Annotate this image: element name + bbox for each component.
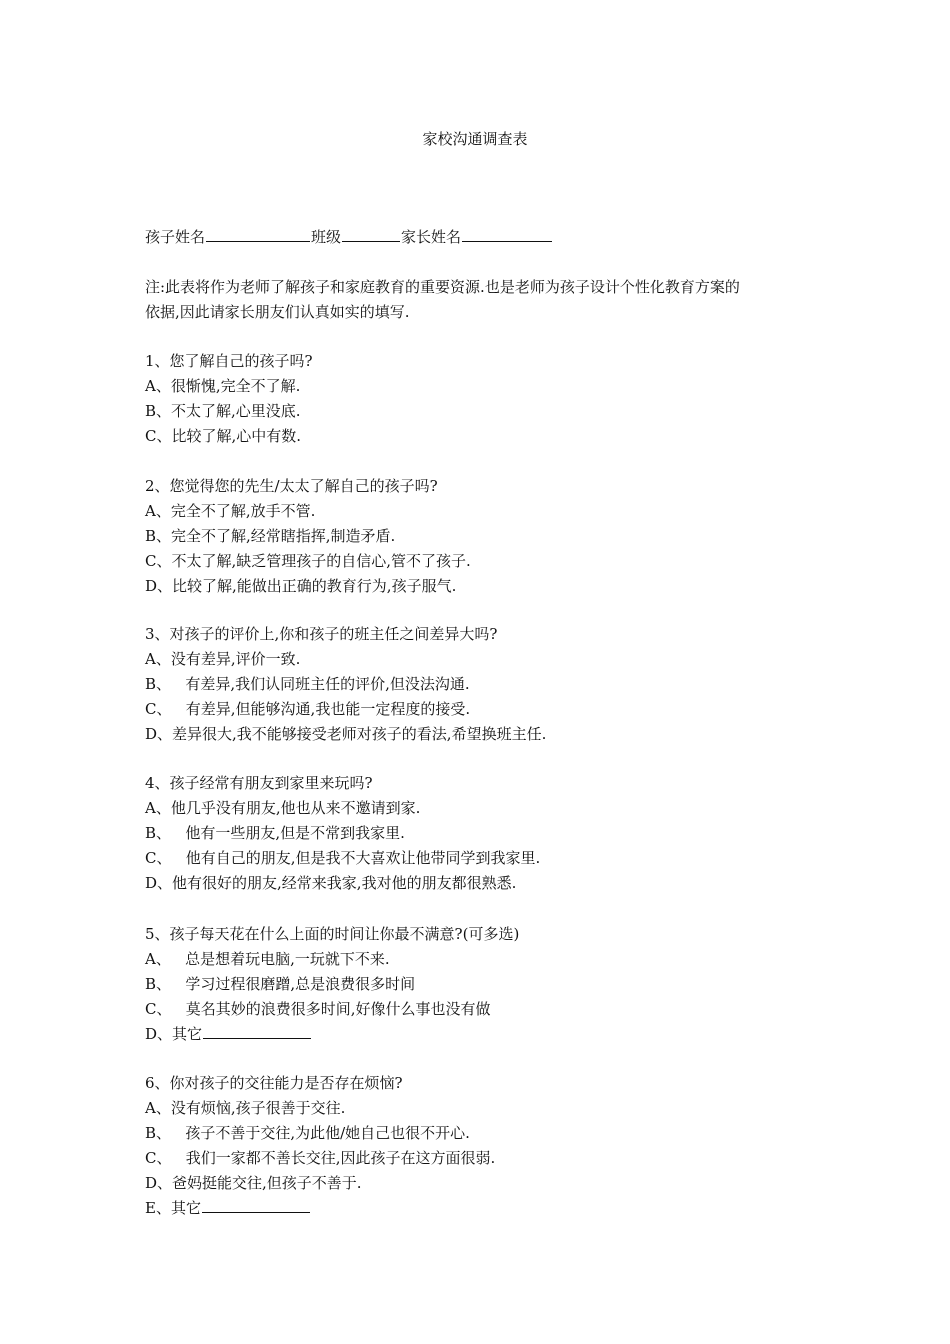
option-b[interactable]: B、不太了解,心里没底. — [145, 402, 301, 420]
option-c[interactable]: C、 我们一家都不善长交往,因此孩子在这方面很弱. — [145, 1149, 496, 1167]
note-section — [145, 275, 815, 325]
option-b[interactable]: B、 有差异,我们认同班主任的评价,但没法沟通. — [145, 675, 470, 693]
option-a[interactable]: A、很惭愧,完全不了解. — [145, 377, 301, 395]
question-6 — [145, 1071, 815, 1221]
option-c[interactable]: C、 有差异,但能够沟通,我也能一定程度的接受. — [145, 700, 471, 718]
question-3 — [145, 622, 815, 747]
option-d[interactable]: D、比较了解,能做出正确的教育行为,孩子服气. — [145, 577, 457, 595]
child-name-field[interactable] — [206, 225, 310, 242]
question-4 — [145, 771, 815, 896]
question-text: 3、对孩子的评价上,你和孩子的班主任之间差异大吗? — [145, 625, 498, 643]
option-d[interactable]: D、爸妈挺能交往,但孩子不善于. — [145, 1174, 362, 1192]
option-other-label: E、其它 — [145, 1199, 201, 1217]
option-c[interactable]: C、比较了解,心中有数. — [145, 427, 302, 445]
class-field[interactable] — [342, 225, 400, 242]
note-line-1: 注:此表将作为老师了解孩子和家庭教育的重要资源.也是老师为孩子设计个性化教育方案的 — [145, 278, 740, 296]
option-e-other[interactable] — [145, 1196, 815, 1221]
question-text: 6、你对孩子的交往能力是否存在烦恼? — [145, 1074, 403, 1092]
option-c[interactable]: C、 他有自己的朋友,但是我不大喜欢让他带同学到我家里. — [145, 849, 541, 867]
question-text: 4、孩子经常有朋友到家里来玩吗? — [145, 774, 373, 792]
question-2 — [145, 474, 815, 599]
question-text: 1、您了解自己的孩子吗? — [145, 352, 313, 370]
option-a[interactable]: A、 总是想着玩电脑,一玩就下不来. — [145, 950, 390, 968]
child-name-label: 孩子姓名 — [145, 228, 206, 246]
info-section — [145, 225, 815, 250]
option-other-label: D、其它 — [145, 1025, 203, 1043]
option-other-field[interactable] — [202, 1196, 310, 1213]
option-d-other[interactable] — [145, 1022, 815, 1047]
question-text: 2、您觉得您的先生/太太了解自己的孩子吗? — [145, 477, 438, 495]
info-line — [145, 225, 815, 250]
parent-name-label: 家长姓名 — [401, 228, 462, 246]
option-b[interactable]: B、完全不了解,经常瞎指挥,制造矛盾. — [145, 527, 396, 545]
option-d[interactable]: D、差异很大,我不能够接受老师对孩子的看法,希望换班主任. — [145, 725, 547, 743]
option-a[interactable]: A、没有烦恼,孩子很善于交往. — [145, 1099, 346, 1117]
parent-name-field[interactable] — [462, 225, 552, 242]
option-b[interactable]: B、 他有一些朋友,但是不常到我家里. — [145, 824, 405, 842]
question-5 — [145, 922, 815, 1047]
option-b[interactable]: B、 学习过程很磨蹭,总是浪费很多时间 — [145, 975, 416, 993]
question-text: 5、孩子每天花在什么上面的时间让你最不满意?(可多选) — [145, 925, 520, 943]
option-d[interactable]: D、他有很好的朋友,经常来我家,我对他的朋友都很熟悉. — [145, 874, 517, 892]
option-a[interactable]: A、他几乎没有朋友,他也从来不邀请到家. — [145, 799, 421, 817]
document-title: 家校沟通调查表 — [422, 130, 528, 148]
note-line-2: 依据,因此请家长朋友们认真如实的填写. — [145, 303, 410, 321]
option-other-field[interactable] — [203, 1022, 311, 1039]
option-a[interactable]: A、完全不了解,放手不管. — [145, 502, 316, 520]
option-c[interactable]: C、不太了解,缺乏管理孩子的自信心,管不了孩子. — [145, 552, 471, 570]
question-1 — [145, 349, 815, 449]
option-c[interactable]: C、 莫名其妙的浪费很多时间,好像什么事也没有做 — [145, 1000, 491, 1018]
option-b[interactable]: B、 孩子不善于交往,为此他/她自己也很不开心. — [145, 1124, 470, 1142]
option-a[interactable]: A、没有差异,评价一致. — [145, 650, 301, 668]
class-label: 班级 — [311, 228, 342, 246]
